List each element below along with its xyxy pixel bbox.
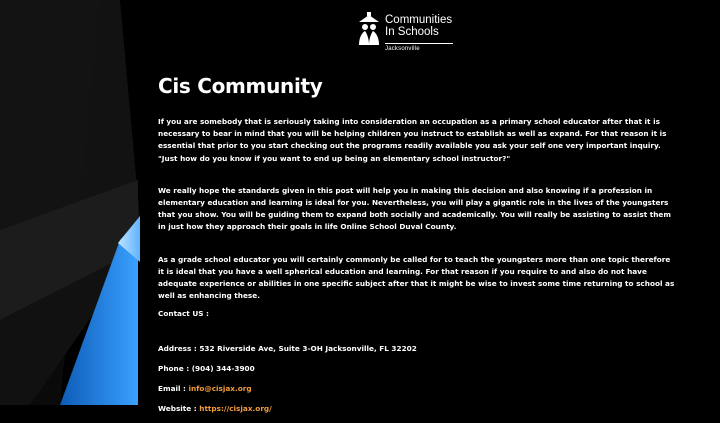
email-label: Email : [158, 384, 189, 394]
contact-heading: Contact US : [158, 309, 209, 319]
contact-website [158, 403, 678, 415]
page-title: Cis Community [158, 74, 323, 98]
logo-divider [385, 43, 453, 44]
logo-wordmark [385, 14, 452, 38]
logo-line-2: In Schools [385, 26, 439, 38]
paragraph-2: We really hope the standards given in this post will help you in making this decision and also knowing if a profession in elementary education and learning is ideal for you. Nevertheless, you will play a gigantic role in the lives of the youngsters that you show. You will be guiding them to expand both socially and academically. You will really be assisting to assist them in just how they approach their goals in life Online School Duval County. [158, 185, 671, 232]
paragraph-3: As a grade school educator you will certainly commonly be called for to teach the youngsters more than one topic therefore it is ideal that you have a well spherical education and learning. For that reason if you require to and also do not have adequate experience or abilities in one specific subject after that it might be wise to invest some time returning to school as well as enhancing these. [158, 254, 675, 301]
email-link[interactable]: info@cisjax.org [188, 384, 252, 394]
logo-line-1: Communities [385, 14, 453, 26]
website-link[interactable]: https://cisjax.org/ [199, 404, 272, 414]
schoolhouse-people-icon [355, 12, 383, 46]
logo [355, 10, 465, 60]
paragraph-1: If you are somebody that is seriously taking into consideration an occupation as a primary school educator after that it is necessary to bear in mind that you will be helping children you instruct to establish as well as expand. For that reason it is essential that prior to you start checking out the programs readily available you ask your self one very important inquiry. "Just how do you know if you want to end up being an elementary school instructor?" [158, 117, 667, 163]
contact-address: Address : 532 Riverside Ave, Suite 3-OH Jacksonville, FL 32202 [158, 343, 417, 353]
body-content [158, 116, 678, 423]
contact-email [158, 383, 678, 395]
contact-phone: Phone : (904) 344-3900 [158, 363, 255, 373]
website-label: Website : [158, 404, 200, 414]
logo-subtitle: Jacksonville [385, 46, 420, 52]
